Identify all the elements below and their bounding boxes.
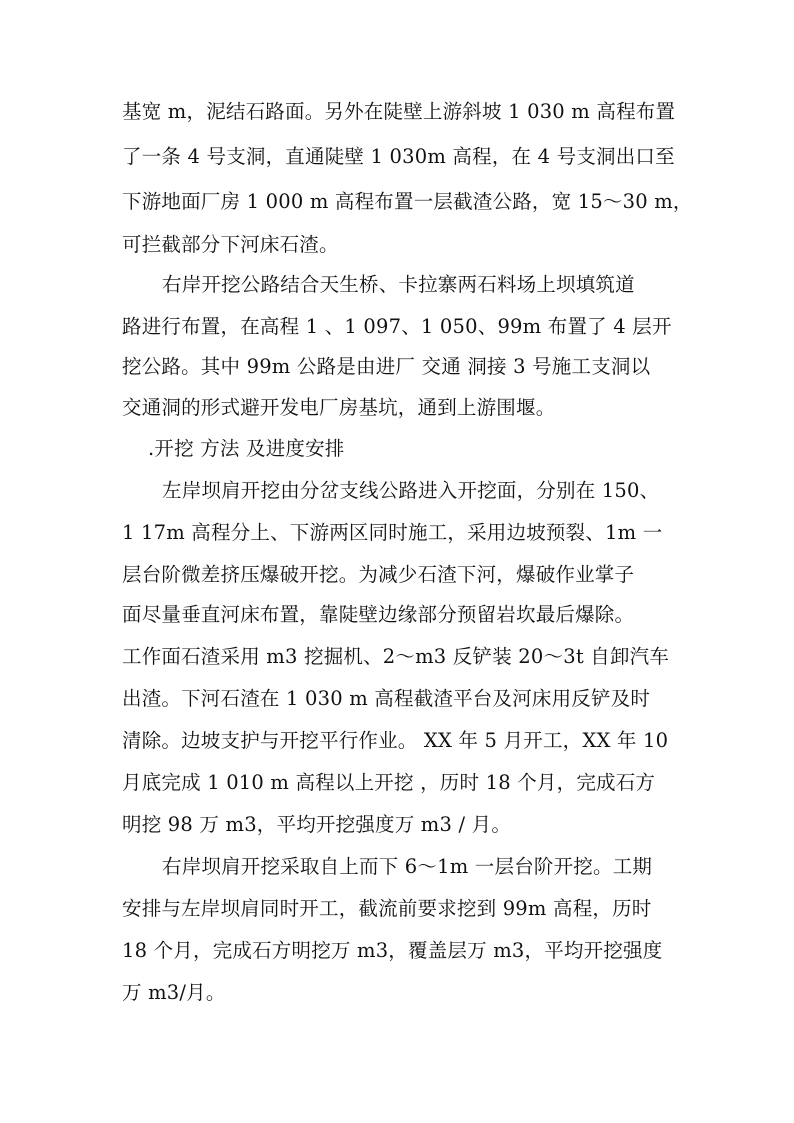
text-line-11: 1 17m 高程分上、下游两区同时施工，采用边坡预裂、1m 一	[122, 521, 663, 544]
text-line-15: 出渣。下河石渣在 1 030 m 高程截渣平台及河床用反铲及时	[122, 687, 651, 710]
text-line-2: 了一条 4 号支洞，直通陡壁 1 030m 高程，在 4 号支洞出口至	[122, 145, 675, 168]
text-line-18: 明挖 98 万 m3，平均开挖强度万 m3 / 月。	[122, 813, 512, 836]
text-line-14: 工作面石渣采用 m3 挖掘机、2～m3 反铲装 20～3t 自卸汽车	[122, 645, 670, 668]
text-line-19: 右岸坝肩开挖采取自上而下 6～1m 一层台阶开挖。工期	[162, 855, 653, 878]
text-line-12: 层台阶微差挤压爆破开挖。为减少石渣下河，爆破作业掌子	[122, 563, 635, 586]
text-line-1: 基宽 m，泥结石路面。另外在陡壁上游斜坡 1 030 m 高程布置	[122, 100, 676, 123]
text-line-22: 万 m3/月。	[122, 981, 226, 1004]
text-line-20: 安排与左岸坝肩同时开工，截流前要求挖到 99m 高程，历时	[122, 897, 652, 920]
text-line-5: 右岸开挖公路结合天生桥、卡拉寨两石料场上坝填筑道	[162, 273, 635, 296]
text-line-8: 交通洞的形式避开发电厂房基坑，通到上游围堰。	[122, 396, 556, 419]
text-line-21: 18 个月，完成石方明挖万 m3，覆盖层万 m3，平均开挖强度	[122, 939, 663, 962]
text-line-6: 路进行布置，在高程 1 、1 097、1 050、99m 布置了 4 层开	[122, 315, 672, 338]
text-line-10: 左岸坝肩开挖由分岔支线公路进入开挖面，分别在 150、	[162, 479, 660, 502]
text-line-3: 下游地面厂房 1 000 m 高程布置一层截渣公路，宽 15～30 m，	[122, 190, 693, 213]
section-heading: .开挖 方法 及进度安排	[148, 437, 345, 460]
text-line-13: 面尽量垂直河床布置，靠陡壁边缘部分预留岩坎最后爆除。	[122, 603, 635, 626]
text-line-7: 挖公路。其中 99m 公路是由进厂 交通 洞接 3 号施工支洞以	[122, 355, 651, 378]
text-line-17: 月底完成 1 010 m 高程以上开挖 ，历时 18 个月，完成石方	[122, 771, 656, 794]
text-line-4: 可拦截部分下河床石渣。	[122, 233, 339, 256]
text-line-16: 清除。边坡支护与开挖平行作业。 XX 年 5 月开工，XX 年 10	[122, 729, 669, 752]
